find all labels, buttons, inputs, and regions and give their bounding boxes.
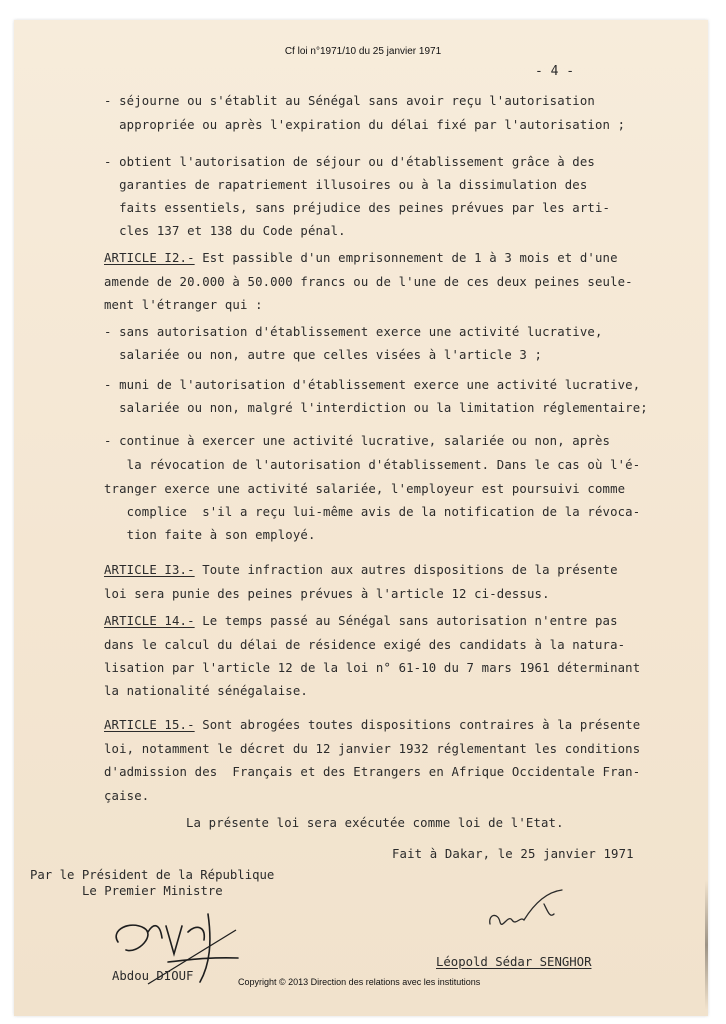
text-line: Sont abrogées toutes dispositions contraires à la présente xyxy=(202,718,641,732)
text-line: Le temps passé au Sénégal sans autorisation n'entre pas xyxy=(202,614,618,628)
article-15-heading: ARTICLE 15.- xyxy=(104,718,195,732)
text-line: amende de 20.000 à 50.000 francs ou de l'une de ces deux peines seule- xyxy=(104,275,633,289)
signatory-name-right: Léopold Sédar SENGHOR xyxy=(436,955,592,969)
execution-clause: La présente loi sera exécutée comme loi de l'Etat. xyxy=(186,816,564,830)
place-date: Fait à Dakar, le 25 janvier 1971 xyxy=(392,847,634,861)
text-line: salariée ou non, malgré l'interdiction ou la limitation réglementaire; xyxy=(104,401,648,415)
text-line: tranger exerce une activité salariée, l'employeur est poursuivi comme xyxy=(104,482,626,496)
text-line: - séjourne ou s'établit au Sénégal sans avoir reçu l'autorisation xyxy=(104,94,595,108)
text-line: la nationalité sénégalaise. xyxy=(104,684,308,698)
signatory-subtitle: Le Premier Ministre xyxy=(82,884,223,898)
text-line: ment l'étranger qui : xyxy=(104,298,263,312)
text-line: - sans autorisation d'établissement exerce une activité lucrative, xyxy=(104,325,603,339)
signatory-name-left: Abdou DIOUF xyxy=(112,969,194,983)
text-line: çaise. xyxy=(104,789,150,803)
text-line: - obtient l'autorisation de séjour ou d'établissement grâce à des xyxy=(104,155,595,169)
text-line: faits essentiels, sans préjudice des peines prévues par les arti- xyxy=(104,201,611,215)
text-line: Toute infraction aux autres dispositions de la présente xyxy=(202,563,618,577)
copyright-notice: Copyright © 2013 Direction des relations avec les institutions xyxy=(238,977,481,987)
signatory-title: Par le Président de la République xyxy=(30,868,275,882)
article-12-heading: ARTICLE I2.- xyxy=(104,251,195,265)
page-number: - 4 - xyxy=(535,64,575,79)
article-12-paragraph xyxy=(104,251,618,265)
text-line: loi, notamment le décret du 12 janvier 1932 réglementant les conditions xyxy=(104,742,641,756)
signature-senghor xyxy=(484,884,574,944)
article-13-heading: ARTICLE I3.- xyxy=(104,563,195,577)
text-line: tion faite à son employé. xyxy=(104,528,316,542)
text-line: - muni de l'autorisation d'établissement exerce une activité lucrative, xyxy=(104,378,641,392)
law-reference: Cf loi n°1971/10 du 25 janvier 1971 xyxy=(284,46,442,57)
article-14-heading: ARTICLE 14.- xyxy=(104,614,195,628)
text-line: d'admission des Français et des Etrangers en Afrique Occidentale Fran- xyxy=(104,765,641,779)
text-line: la révocation de l'autorisation d'établissement. Dans le cas où l'é- xyxy=(104,458,641,472)
page-edge-shadow xyxy=(705,880,708,1010)
text-line: salariée ou non, autre que celles visées à l'article 3 ; xyxy=(104,348,543,362)
text-line: Est passible d'un emprisonnement de 1 à 3 mois et d'une xyxy=(202,251,618,265)
article-13-paragraph xyxy=(104,563,618,577)
text-line: - continue à exercer une activité lucrative, salariée ou non, après xyxy=(104,434,611,448)
article-15-paragraph xyxy=(104,718,640,732)
text-line: complice s'il a reçu lui-même avis de la notification de la révoca- xyxy=(104,505,641,519)
article-14-paragraph xyxy=(104,614,618,628)
text-line: cles 137 et 138 du Code pénal. xyxy=(104,224,346,238)
text-line: lisation par l'article 12 de la loi n° 61-10 du 7 mars 1961 déterminant xyxy=(104,661,641,675)
text-line: appropriée ou après l'expiration du délai fixé par l'autorisation ; xyxy=(104,118,626,132)
text-line: loi sera punie des peines prévues à l'article 12 ci-dessus. xyxy=(104,587,550,601)
text-line: garanties de rapatriement illusoires ou à la dissimulation des xyxy=(104,178,588,192)
text-line: dans le calcul du délai de résidence exigé des candidats à la natura- xyxy=(104,638,626,652)
